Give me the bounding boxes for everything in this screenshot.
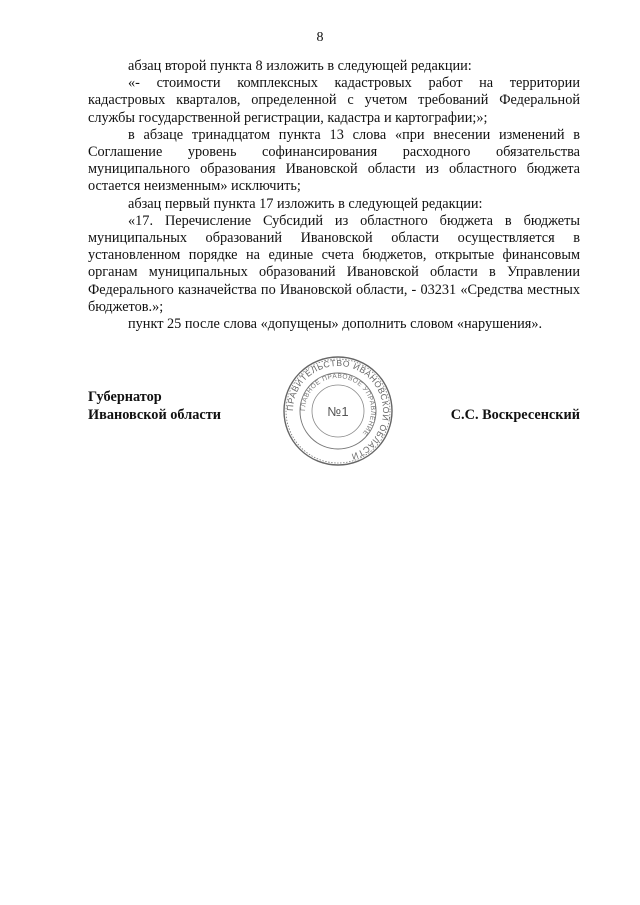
signer-title-line-2: Ивановской области bbox=[88, 407, 221, 423]
paragraph-2: «- стоимости комплексных кадастровых работ на территории кадастровых кварталов, определенной с учетом требований Федеральной службы государственной регистрации, кадастра и картографии;»; bbox=[88, 75, 580, 126]
paragraph-1: абзац второй пункта 8 изложить в следующей редакции: bbox=[128, 58, 472, 74]
seal-graphic bbox=[282, 355, 394, 467]
seal-number: №1 bbox=[327, 404, 349, 419]
seal-inner-textpath: ГЛАВНОЕ ПРАВОВОЕ УПРАВЛЕНИЕ bbox=[299, 372, 377, 437]
signer-title bbox=[88, 388, 221, 424]
document-body bbox=[88, 58, 580, 333]
seal-outer-textpath: ПРАВИТЕЛЬСТВО ИВАНОВСКОЙ ОБЛАСТИ bbox=[284, 357, 392, 462]
signer-title-line-1: Губернатор bbox=[88, 389, 162, 405]
paragraph-4: абзац первый пункта 17 изложить в следующей редакции: bbox=[128, 195, 483, 212]
paragraph-5: «17. Перечисление Субсидий из областного бюджета в бюджеты муниципальных образований Ивановской области осуществляется в установленном порядке на единые счета бюджетов, открытые финансовым органам муниципальных образований Ивановской области в Управлении Федерального казначейства по Ивановской области, - 03231 «Средства местных бюджетов.»; bbox=[88, 212, 580, 315]
paragraph-3: в абзаце тринадцатом пункта 13 слова «при внесении изменений в Соглашение уровень софинансирования расходного обязательства муниципального образования Ивановской области из областного бюджета остается неизменным» исключить; bbox=[88, 126, 580, 195]
page-number: 8 bbox=[316, 30, 324, 45]
paragraph-6: пункт 25 после слова «допущены» дополнить словом «нарушения». bbox=[128, 316, 543, 333]
signer-name: С.С. Воскресенский bbox=[450, 407, 580, 423]
official-seal bbox=[282, 355, 394, 467]
